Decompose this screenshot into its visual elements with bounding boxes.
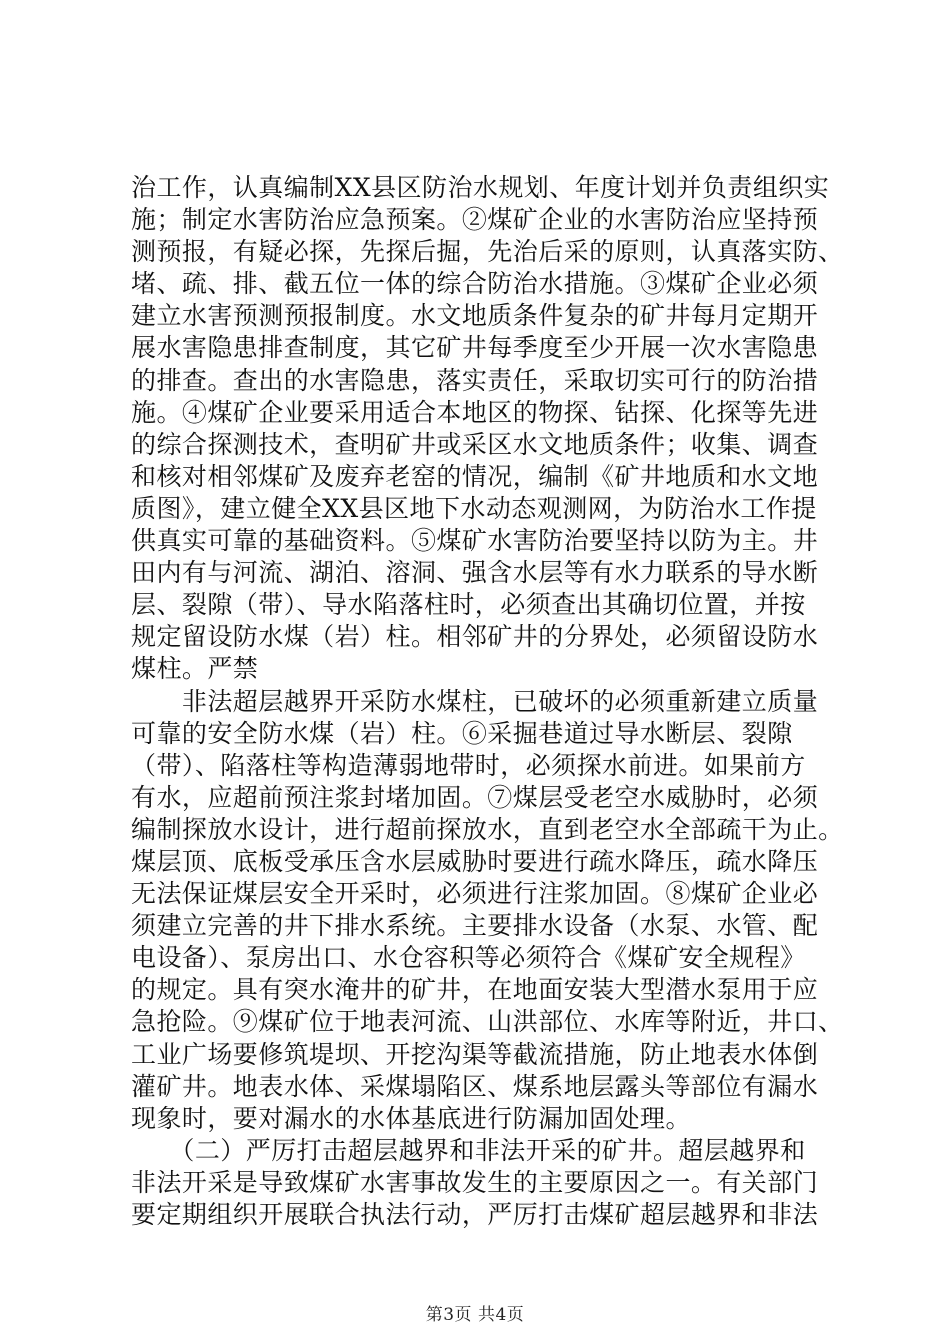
- text-line: 的排查。查出的水害隐患，落实责任，采取切实可行的防治措: [131, 365, 819, 395]
- text-line: （二）严厉打击超层越界和非法开采的矿井。超层越界和: [131, 1135, 806, 1165]
- text-line: 煤柱。严禁: [131, 654, 259, 684]
- text-line: 测预报，有疑必探，先探后掘，先治后采的原则，认真落实防、: [131, 237, 844, 267]
- text-line: 煤层顶、底板受承压含水层威胁时要进行疏水降压，疏水降压: [131, 846, 819, 876]
- text-line: 田内有与河流、湖泊、溶洞、强含水层等有水力联系的导水断: [131, 558, 819, 588]
- text-line: 规定留设防水煤（岩）柱。相邻矿井的分界处，必须留设防水: [131, 622, 819, 652]
- text-line: 展水害隐患排查制度，其它矿井每季度至少开展一次水害隐患: [131, 333, 819, 363]
- text-line: 建立水害预测预报制度。水文地质条件复杂的矿井每月定期开: [131, 301, 819, 331]
- text-line: 现象时，要对漏水的水体基底进行防漏加固处理。: [131, 1103, 691, 1133]
- text-line: 要定期组织开展联合执法行动，严厉打击煤矿超层越界和非法: [131, 1200, 819, 1229]
- text-line: 供真实可靠的基础资料。⑤煤矿水害防治要坚持以防为主。井: [131, 526, 819, 556]
- text-line: 非法超层越界开采防水煤柱，已破坏的必须重新建立质量: [131, 686, 819, 716]
- text-line: 堵、疏、排、截五位一体的综合防治水措施。③煤矿企业必须: [131, 269, 819, 299]
- text-line: （带）、陷落柱等构造薄弱地带时，必须探水前进。如果前方: [131, 750, 806, 780]
- text-line: 的规定。具有突水淹井的矿井，在地面安装大型潜水泵用于应: [131, 975, 819, 1005]
- text-line: 急抢险。⑨煤矿位于地表河流、山洪部位、水库等附近，井口、: [131, 1007, 844, 1037]
- text-line: 电设备）、泵房出口、水仓容积等必须符合《煤矿安全规程》: [131, 943, 806, 973]
- page-footer: 第3页 共4页: [425, 1305, 525, 1325]
- text-line: 和核对相邻煤矿及废弃老窑的情况，编制《矿井地质和水文地: [131, 461, 819, 491]
- text-line: 治工作，认真编制XX县区防治水规划、年度计划并负责组织实: [131, 173, 830, 202]
- text-line: 工业广场要修筑堤坝、开挖沟渠等截流措施，防止地表水体倒: [131, 1039, 819, 1069]
- body-text: [131, 172, 844, 1231]
- text-line: 有水，应超前预注浆封堵加固。⑦煤层受老空水威胁时，必须: [131, 782, 819, 812]
- text-line: 编制探放水设计，进行超前探放水，直到老空水全部疏干为止。: [131, 814, 844, 844]
- text-line: 可靠的安全防水煤（岩）柱。⑥采掘巷道过导水断层、裂隙: [131, 718, 793, 748]
- text-line: 灌矿井。地表水体、采煤塌陷区、煤系地层露头等部位有漏水: [131, 1071, 819, 1101]
- text-line: 施；制定水害防治应急预案。②煤矿企业的水害防治应坚持预: [131, 205, 819, 235]
- text-line: 须建立完善的井下排水系统。主要排水设备（水泵、水管、配: [131, 911, 819, 941]
- text-line: 施。④煤矿企业要采用适合本地区的物探、钻探、化探等先进: [131, 397, 819, 427]
- text-line: 层、裂隙（带）、导水陷落柱时，必须查出其确切位置，并按: [131, 590, 806, 620]
- text-line: 无法保证煤层安全开采时，必须进行注浆加固。⑧煤矿企业必: [131, 879, 819, 909]
- text-line: 质图》，建立健全XX县区地下水动态观测网，为防治水工作提: [131, 493, 817, 523]
- text-line: 的综合探测技术，查明矿井或采区水文地质条件；收集、调查: [131, 429, 819, 459]
- text-line: 非法开采是导致煤矿水害事故发生的主要原因之一。有关部门: [131, 1167, 819, 1197]
